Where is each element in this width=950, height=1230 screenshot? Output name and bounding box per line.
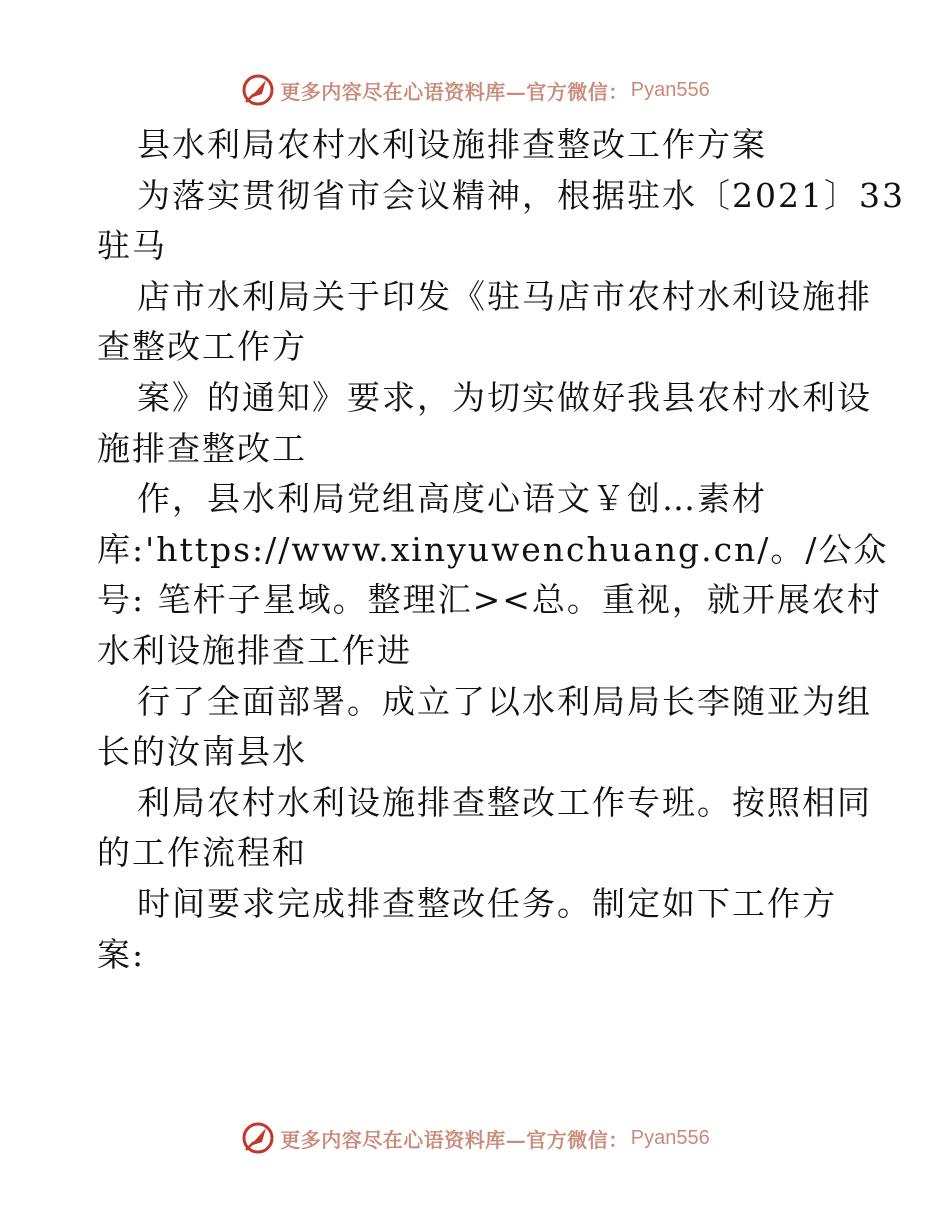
text-line: 查整改工作方 [97, 327, 307, 367]
text-line: 利局农村水利设施排查整改工作专班。按照相同 [137, 782, 872, 822]
text-line: 案: [97, 934, 146, 974]
text-line: 时间要求完成排查整改任务。制定如下工作方 [137, 883, 837, 923]
text-line: 行了全面部署。成立了以水利局局长李随亚为组 [137, 681, 872, 721]
text-line: 施排查整改工 [97, 428, 307, 468]
footer-watermark-text: 更多内容尽在心语资料库—官方微信： [280, 1127, 629, 1152]
text-line: 的工作流程和 [97, 833, 307, 873]
text-line: 库:'https://www.xinyuwenchuang.cn/。/公众 [97, 529, 889, 569]
text-line: 驻马 [97, 226, 167, 266]
document-body [97, 120, 905, 980]
text-line: 为落实贯彻省市会议精神，根据驻水〔2021〕33 [137, 175, 905, 215]
text-line: 长的汝南县水 [97, 732, 307, 772]
header-watermark [0, 70, 950, 110]
footer-watermark [0, 1118, 950, 1158]
footer-watermark-handle: Pyan556 [630, 1126, 710, 1149]
text-line: 店市水利局关于印发《驻马店市农村水利设施排 [137, 276, 872, 316]
header-watermark-handle: Pyan556 [630, 78, 710, 101]
header-watermark-text: 更多内容尽在心语资料库—官方微信： [280, 79, 629, 104]
quill-logo-icon [240, 72, 276, 108]
text-line: 号: 笔杆子星域。整理汇><总。重视，就开展农村 [97, 580, 882, 620]
quill-logo-icon [240, 1120, 276, 1156]
text-line: 作，县水利局党组高度心语文￥创…素材 [137, 479, 767, 519]
text-line: 水利设施排查工作进 [97, 630, 412, 670]
text-line: 案》的通知》要求，为切实做好我县农村水利设 [137, 377, 872, 417]
document-title: 县水利局农村水利设施排查整改工作方案 [137, 125, 767, 164]
